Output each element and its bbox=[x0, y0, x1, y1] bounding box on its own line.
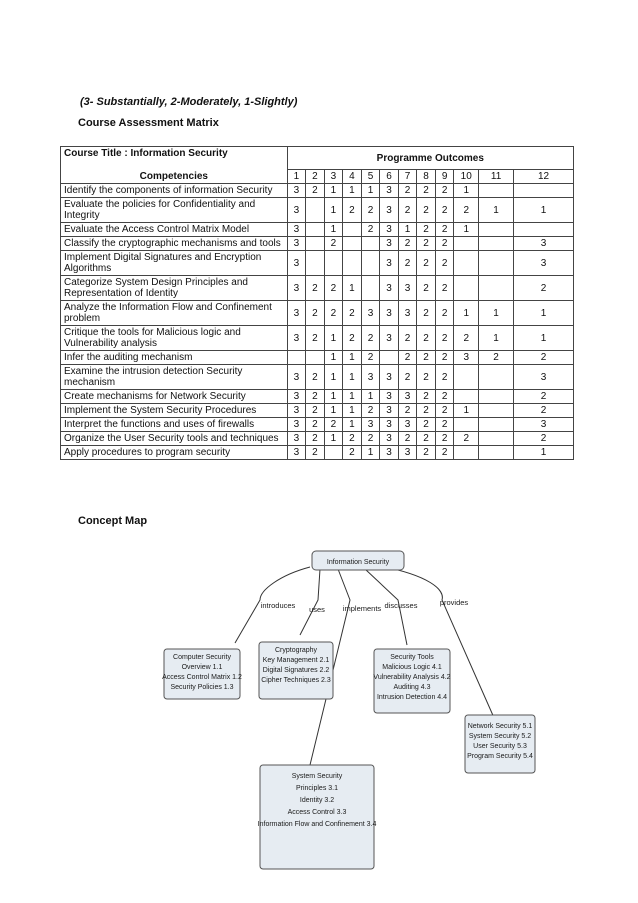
node-line: Security Policies 1.3 bbox=[170, 684, 234, 691]
rating-cell bbox=[454, 237, 479, 251]
node-line: Key Management 2.1 bbox=[262, 657, 330, 664]
rating-cell bbox=[479, 446, 514, 460]
rating-cell: 2 bbox=[514, 390, 574, 404]
rating-cell: 2 bbox=[417, 326, 436, 351]
rating-cell: 2 bbox=[417, 198, 436, 223]
rating-cell: 3 bbox=[361, 301, 380, 326]
competency-cell: Implement the System Security Procedures bbox=[61, 404, 288, 418]
rating-cell: 3 bbox=[454, 351, 479, 365]
rating-cell bbox=[287, 351, 306, 365]
link-introduces: introduces bbox=[260, 601, 296, 610]
rating-cell: 1 bbox=[324, 223, 343, 237]
rating-cell: 2 bbox=[324, 237, 343, 251]
rating-cell bbox=[343, 237, 362, 251]
rating-cell: 3 bbox=[380, 184, 399, 198]
rating-cell: 2 bbox=[417, 223, 436, 237]
rating-cell: 3 bbox=[287, 390, 306, 404]
rating-cell: 1 bbox=[398, 223, 417, 237]
rating-cell bbox=[380, 351, 399, 365]
competency-cell: Evaluate the Access Control Matrix Model bbox=[61, 223, 288, 237]
rating-cell: 2 bbox=[514, 404, 574, 418]
rating-cell: 2 bbox=[343, 446, 362, 460]
rating-cell: 2 bbox=[343, 198, 362, 223]
table-row bbox=[61, 365, 574, 390]
rating-cell: 1 bbox=[343, 365, 362, 390]
rating-cell: 3 bbox=[287, 251, 306, 276]
outcome-number-9: 9 bbox=[435, 170, 454, 184]
node-line: Malicious Logic 4.1 bbox=[382, 664, 442, 671]
outcome-number-6: 6 bbox=[380, 170, 399, 184]
rating-cell: 3 bbox=[380, 418, 399, 432]
link-provides: provides bbox=[439, 598, 469, 607]
rating-cell: 2 bbox=[306, 432, 325, 446]
rating-cell bbox=[343, 251, 362, 276]
rating-cell bbox=[479, 418, 514, 432]
table-row bbox=[61, 223, 574, 237]
table-row bbox=[61, 237, 574, 251]
rating-cell: 2 bbox=[435, 276, 454, 301]
rating-cell: 1 bbox=[343, 404, 362, 418]
rating-cell bbox=[454, 446, 479, 460]
rating-cell: 2 bbox=[306, 326, 325, 351]
table-row bbox=[61, 198, 574, 223]
rating-cell: 3 bbox=[361, 365, 380, 390]
rating-cell: 2 bbox=[398, 198, 417, 223]
rating-cell bbox=[306, 223, 325, 237]
rating-cell: 1 bbox=[324, 198, 343, 223]
rating-cell: 1 bbox=[361, 184, 380, 198]
rating-cell bbox=[514, 184, 574, 198]
node-line: Principles 3.1 bbox=[295, 785, 339, 792]
rating-cell bbox=[343, 223, 362, 237]
rating-cell: 1 bbox=[454, 301, 479, 326]
rating-cell: 1 bbox=[454, 223, 479, 237]
rating-cell bbox=[479, 237, 514, 251]
rating-cell: 1 bbox=[343, 351, 362, 365]
rating-cell: 2 bbox=[306, 390, 325, 404]
rating-cell: 2 bbox=[479, 351, 514, 365]
competency-cell: Implement Digital Signatures and Encryption Algorithms bbox=[61, 251, 288, 276]
node-line: System Security 5.2 bbox=[468, 733, 532, 740]
rating-cell: 2 bbox=[417, 237, 436, 251]
node-line: Identity 3.2 bbox=[299, 797, 335, 804]
rating-cell: 2 bbox=[398, 184, 417, 198]
rating-cell: 3 bbox=[287, 276, 306, 301]
rating-cell: 2 bbox=[417, 351, 436, 365]
rating-cell bbox=[361, 251, 380, 276]
competency-cell: Apply procedures to program security bbox=[61, 446, 288, 460]
rating-cell: 2 bbox=[435, 418, 454, 432]
rating-cell: 2 bbox=[324, 301, 343, 326]
rating-cell: 1 bbox=[324, 432, 343, 446]
course-assessment-matrix bbox=[60, 146, 574, 460]
rating-cell: 2 bbox=[398, 237, 417, 251]
node-line: Information Flow and Confinement 3.4 bbox=[257, 821, 377, 828]
rating-cell: 3 bbox=[380, 432, 399, 446]
competency-cell: Organize the User Security tools and techniques bbox=[61, 432, 288, 446]
node-line: Vulnerability Analysis 4.2 bbox=[373, 674, 451, 681]
rating-cell: 3 bbox=[287, 223, 306, 237]
rating-cell: 2 bbox=[454, 432, 479, 446]
rating-cell: 3 bbox=[398, 446, 417, 460]
rating-cell: 2 bbox=[306, 365, 325, 390]
rating-cell: 3 bbox=[380, 326, 399, 351]
outcome-number-8: 8 bbox=[417, 170, 436, 184]
outcome-number-7: 7 bbox=[398, 170, 417, 184]
rating-cell bbox=[306, 351, 325, 365]
rating-cell bbox=[361, 276, 380, 301]
table-row bbox=[61, 251, 574, 276]
rating-cell: 3 bbox=[380, 223, 399, 237]
rating-cell: 2 bbox=[306, 301, 325, 326]
rating-cell: 2 bbox=[398, 432, 417, 446]
rating-cell: 3 bbox=[514, 237, 574, 251]
rating-cell: 1 bbox=[479, 301, 514, 326]
rating-cell: 2 bbox=[514, 351, 574, 365]
rating-cell: 2 bbox=[306, 184, 325, 198]
course-title-cell bbox=[61, 147, 288, 184]
concept-map bbox=[160, 545, 540, 875]
outcome-number-5: 5 bbox=[361, 170, 380, 184]
rating-cell: 3 bbox=[398, 276, 417, 301]
rating-cell: 2 bbox=[417, 432, 436, 446]
table-row bbox=[61, 404, 574, 418]
rating-cell: 2 bbox=[417, 418, 436, 432]
rating-cell: 2 bbox=[343, 326, 362, 351]
rating-cell: 3 bbox=[361, 418, 380, 432]
rating-cell: 2 bbox=[361, 432, 380, 446]
node-line: Overview 1.1 bbox=[181, 664, 223, 671]
rating-cell: 1 bbox=[324, 390, 343, 404]
outcome-number-11: 11 bbox=[479, 170, 514, 184]
rating-cell: 2 bbox=[435, 404, 454, 418]
table-row bbox=[61, 390, 574, 404]
competency-cell: Interpret the functions and uses of firewalls bbox=[61, 418, 288, 432]
outcome-number-4: 4 bbox=[343, 170, 362, 184]
node-line: Network Security 5.1 bbox=[467, 723, 533, 730]
rating-cell: 2 bbox=[398, 251, 417, 276]
concept-map-heading: Concept Map bbox=[78, 515, 148, 527]
rating-cell: 2 bbox=[361, 326, 380, 351]
competency-cell: Identify the components of information Security bbox=[61, 184, 288, 198]
rating-cell: 3 bbox=[287, 404, 306, 418]
rating-cell: 2 bbox=[435, 446, 454, 460]
rating-cell: 3 bbox=[380, 365, 399, 390]
rating-cell bbox=[361, 237, 380, 251]
rating-cell: 2 bbox=[417, 404, 436, 418]
outcome-number-2: 2 bbox=[306, 170, 325, 184]
outcome-number-1: 1 bbox=[287, 170, 306, 184]
node-line: Cryptography bbox=[274, 647, 318, 654]
competency-cell: Analyze the Information Flow and Confinement problem bbox=[61, 301, 288, 326]
rating-cell: 3 bbox=[398, 301, 417, 326]
rating-legend: (3- Substantially, 2-Moderately, 1-Slightly) bbox=[80, 96, 298, 108]
rating-cell: 1 bbox=[324, 326, 343, 351]
node-line: Digital Signatures 2.2 bbox=[262, 667, 330, 674]
rating-cell bbox=[479, 432, 514, 446]
header-row bbox=[61, 147, 574, 170]
rating-cell: 2 bbox=[435, 301, 454, 326]
node-line: Security Tools bbox=[390, 654, 434, 661]
table-row bbox=[61, 184, 574, 198]
rating-cell bbox=[479, 365, 514, 390]
rating-cell: 2 bbox=[454, 198, 479, 223]
rating-cell: 3 bbox=[287, 446, 306, 460]
rating-cell: 3 bbox=[380, 301, 399, 326]
table-row bbox=[61, 351, 574, 365]
rating-cell: 3 bbox=[514, 251, 574, 276]
rating-cell: 2 bbox=[435, 251, 454, 276]
competency-cell: Critique the tools for Malicious logic and Vulnerability analysis bbox=[61, 326, 288, 351]
node-line: Cipher Techniques 2.3 bbox=[261, 677, 331, 684]
outcome-number-10: 10 bbox=[454, 170, 479, 184]
rating-cell: 1 bbox=[479, 198, 514, 223]
root-node-label: Information Security bbox=[326, 559, 390, 566]
rating-cell: 3 bbox=[380, 446, 399, 460]
rating-cell: 2 bbox=[417, 446, 436, 460]
rating-cell: 1 bbox=[514, 198, 574, 223]
rating-cell: 1 bbox=[361, 390, 380, 404]
link-uses: uses bbox=[309, 605, 325, 614]
rating-cell: 3 bbox=[514, 418, 574, 432]
competency-cell: Examine the intrusion detection Security mechanism bbox=[61, 365, 288, 390]
rating-cell: 2 bbox=[435, 237, 454, 251]
rating-cell: 2 bbox=[417, 251, 436, 276]
rating-cell: 3 bbox=[287, 237, 306, 251]
rating-cell: 3 bbox=[287, 432, 306, 446]
rating-cell: 2 bbox=[324, 276, 343, 301]
competency-cell: Evaluate the policies for Confidentiality and Integrity bbox=[61, 198, 288, 223]
rating-cell: 3 bbox=[287, 301, 306, 326]
rating-cell: 2 bbox=[343, 301, 362, 326]
rating-cell: 2 bbox=[343, 432, 362, 446]
rating-cell: 2 bbox=[306, 276, 325, 301]
rating-cell bbox=[479, 223, 514, 237]
outcome-number-3: 3 bbox=[324, 170, 343, 184]
competency-cell: Categorize System Design Principles and Representation of Identity bbox=[61, 276, 288, 301]
rating-cell: 2 bbox=[417, 276, 436, 301]
rating-cell: 3 bbox=[287, 184, 306, 198]
rating-cell: 1 bbox=[343, 276, 362, 301]
node-system-security bbox=[260, 765, 374, 869]
rating-cell: 2 bbox=[435, 365, 454, 390]
node-line: Access Control 3.3 bbox=[287, 809, 347, 816]
rating-cell bbox=[479, 184, 514, 198]
table-row bbox=[61, 326, 574, 351]
rating-cell: 2 bbox=[435, 326, 454, 351]
rating-cell: 1 bbox=[324, 351, 343, 365]
rating-cell: 2 bbox=[398, 326, 417, 351]
rating-cell: 3 bbox=[514, 365, 574, 390]
rating-cell: 1 bbox=[454, 404, 479, 418]
rating-cell: 1 bbox=[343, 184, 362, 198]
table-row bbox=[61, 301, 574, 326]
rating-cell: 2 bbox=[435, 390, 454, 404]
rating-cell: 1 bbox=[454, 184, 479, 198]
rating-cell: 3 bbox=[380, 237, 399, 251]
rating-cell bbox=[454, 365, 479, 390]
rating-cell bbox=[324, 446, 343, 460]
table-row bbox=[61, 432, 574, 446]
rating-cell: 2 bbox=[435, 223, 454, 237]
rating-cell bbox=[479, 390, 514, 404]
rating-cell: 2 bbox=[417, 365, 436, 390]
rating-cell: 2 bbox=[306, 404, 325, 418]
node-line: Intrusion Detection 4.4 bbox=[376, 694, 448, 701]
rating-cell: 2 bbox=[454, 326, 479, 351]
rating-cell: 1 bbox=[343, 418, 362, 432]
rating-cell: 3 bbox=[380, 390, 399, 404]
rating-cell bbox=[514, 223, 574, 237]
rating-cell bbox=[454, 418, 479, 432]
node-line: Program Security 5.4 bbox=[467, 753, 533, 760]
rating-cell: 3 bbox=[380, 404, 399, 418]
rating-cell bbox=[479, 404, 514, 418]
outcome-number-12: 12 bbox=[514, 170, 574, 184]
rating-cell: 3 bbox=[287, 326, 306, 351]
rating-cell: 2 bbox=[435, 432, 454, 446]
table-row bbox=[61, 276, 574, 301]
rating-cell bbox=[324, 251, 343, 276]
rating-cell: 3 bbox=[398, 418, 417, 432]
rating-cell bbox=[454, 251, 479, 276]
rating-cell: 1 bbox=[324, 365, 343, 390]
rating-cell: 2 bbox=[514, 276, 574, 301]
competency-cell: Infer the auditing mechanism bbox=[61, 351, 288, 365]
rating-cell: 1 bbox=[479, 326, 514, 351]
rating-cell: 2 bbox=[417, 301, 436, 326]
rating-cell: 3 bbox=[398, 390, 417, 404]
rating-cell: 2 bbox=[435, 198, 454, 223]
rating-cell bbox=[454, 390, 479, 404]
rating-cell: 1 bbox=[514, 326, 574, 351]
rating-cell: 3 bbox=[380, 251, 399, 276]
rating-cell: 2 bbox=[361, 404, 380, 418]
competency-cell: Classify the cryptographic mechanisms and tools bbox=[61, 237, 288, 251]
matrix-heading: Course Assessment Matrix bbox=[78, 117, 219, 129]
competency-cell: Create mechanisms for Network Security bbox=[61, 390, 288, 404]
rating-cell: 3 bbox=[380, 276, 399, 301]
rating-cell bbox=[306, 237, 325, 251]
node-line: Access Control Matrix 1.2 bbox=[162, 674, 242, 681]
rating-cell: 2 bbox=[324, 418, 343, 432]
rating-cell bbox=[479, 276, 514, 301]
rating-cell: 2 bbox=[417, 184, 436, 198]
node-line: Auditing 4.3 bbox=[393, 684, 431, 691]
rating-cell: 1 bbox=[514, 446, 574, 460]
link-discusses: discusses bbox=[384, 601, 418, 610]
rating-cell: 3 bbox=[287, 418, 306, 432]
programme-outcomes-header: Programme Outcomes bbox=[287, 147, 573, 170]
rating-cell: 2 bbox=[361, 223, 380, 237]
rating-cell: 3 bbox=[380, 198, 399, 223]
rating-cell: 1 bbox=[324, 184, 343, 198]
rating-cell bbox=[454, 276, 479, 301]
rating-cell: 1 bbox=[343, 390, 362, 404]
rating-cell: 1 bbox=[361, 446, 380, 460]
rating-cell: 2 bbox=[435, 184, 454, 198]
rating-cell: 2 bbox=[306, 446, 325, 460]
rating-cell: 2 bbox=[417, 390, 436, 404]
table-row bbox=[61, 418, 574, 432]
rating-cell bbox=[479, 251, 514, 276]
course-title: Course Title : Information Security bbox=[64, 148, 228, 159]
link-implements: implements bbox=[342, 604, 382, 613]
competencies-header: Competencies bbox=[139, 171, 208, 182]
rating-cell: 2 bbox=[361, 351, 380, 365]
rating-cell: 2 bbox=[398, 404, 417, 418]
rating-cell: 2 bbox=[398, 351, 417, 365]
node-line: System Security bbox=[291, 773, 343, 780]
rating-cell: 3 bbox=[287, 365, 306, 390]
rating-cell: 2 bbox=[514, 432, 574, 446]
rating-cell: 2 bbox=[435, 351, 454, 365]
rating-cell: 2 bbox=[306, 418, 325, 432]
rating-cell: 1 bbox=[514, 301, 574, 326]
rating-cell bbox=[306, 251, 325, 276]
rating-cell: 2 bbox=[398, 365, 417, 390]
rating-cell: 2 bbox=[361, 198, 380, 223]
rating-cell: 1 bbox=[324, 404, 343, 418]
rating-cell: 3 bbox=[287, 198, 306, 223]
node-line: Computer Security bbox=[173, 654, 231, 661]
table-row bbox=[61, 446, 574, 460]
rating-cell bbox=[306, 198, 325, 223]
node-line: User Security 5.3 bbox=[473, 743, 527, 750]
